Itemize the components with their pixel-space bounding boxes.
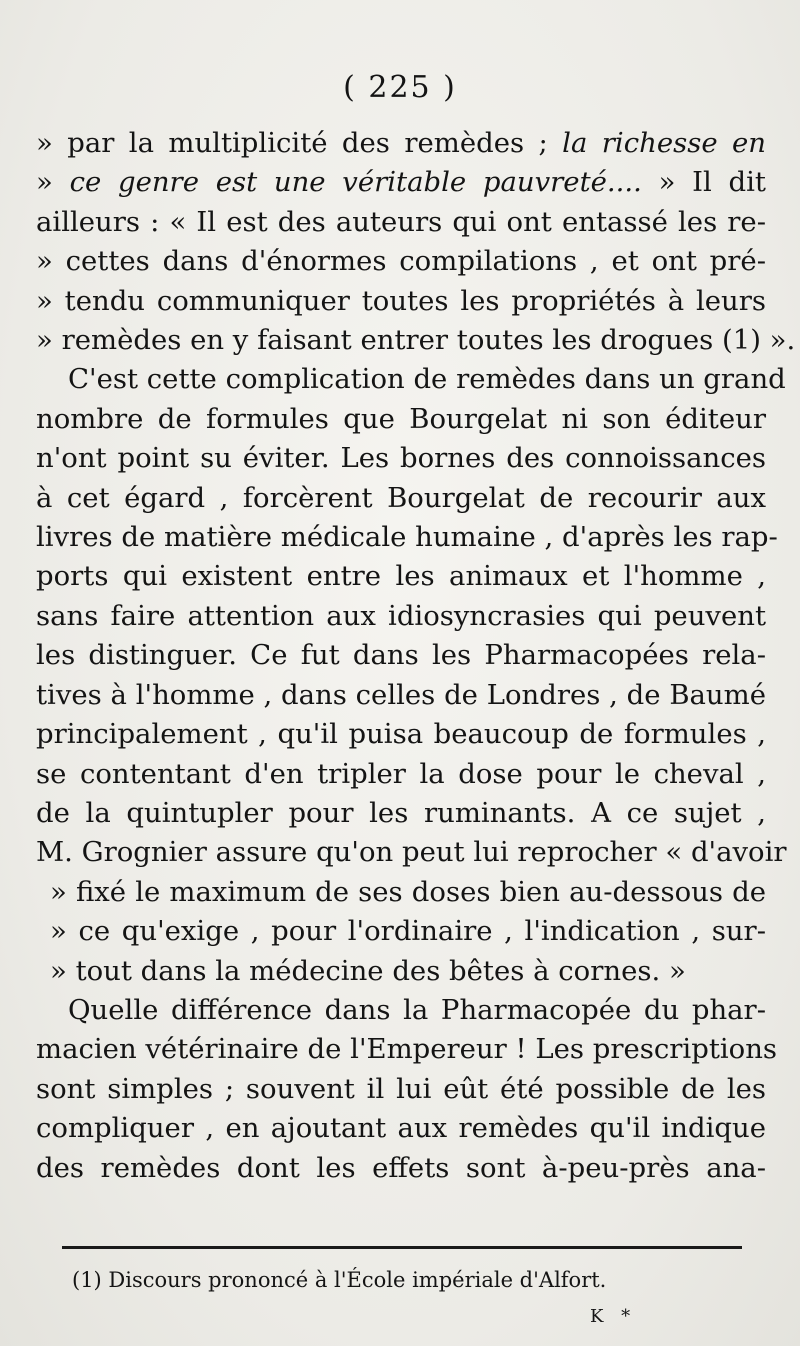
text-segment: » par la multiplicité des remèdes ; xyxy=(36,127,563,159)
text-line xyxy=(36,203,766,242)
text-line xyxy=(36,557,766,596)
page-number: ( 225 ) xyxy=(343,70,457,105)
text-line xyxy=(36,952,766,991)
text-line xyxy=(36,360,786,399)
text-segment: Quelle différence dans la Pharmacopée du phar- xyxy=(68,993,766,1026)
text-line xyxy=(36,794,766,833)
text-segment: tives à l'homme , dans celles de Londres , de Baumé xyxy=(36,678,766,711)
text-segment: les distinguer. Ce fut dans les Pharmacopées rela- xyxy=(36,639,766,672)
text-segment: n'ont point su éviter. Les bornes des connoissances xyxy=(36,442,766,475)
text-segment: » Il dit xyxy=(641,166,766,199)
text-segment: sans faire attention aux idiosyncrasies qui peuvent xyxy=(36,599,766,632)
text-line xyxy=(36,518,778,557)
text-segment: » cettes dans d'énormes compilations , et ont pré- xyxy=(36,245,766,278)
footnote-rule xyxy=(62,1246,742,1249)
text-line xyxy=(36,991,766,1030)
body-text xyxy=(36,124,796,1188)
text-line xyxy=(36,1070,766,1109)
text-segment: macien vétérinaire de l'Empereur ! Les prescriptions xyxy=(36,1033,778,1066)
text-line xyxy=(36,282,766,321)
text-segment: nombre de formules que Bourgelat ni son éditeur xyxy=(36,402,766,435)
text-line xyxy=(36,242,766,281)
italic-text: ce genre est une véritable pauvreté.... xyxy=(69,166,642,199)
text-line xyxy=(36,163,766,202)
text-segment: compliquer , en ajoutant aux remèdes qu'il indique xyxy=(36,1112,766,1145)
text-line xyxy=(36,479,766,518)
text-line xyxy=(36,833,787,872)
text-line xyxy=(36,873,766,912)
text-segment: » remèdes en y faisant entrer toutes les drogues (1) ». xyxy=(36,324,796,357)
italic-text: la richesse en xyxy=(562,127,766,159)
text-line xyxy=(36,124,766,163)
footnote: (1) Discours prononcé à l'École impériale d'Alfort. xyxy=(72,1268,607,1292)
text-line xyxy=(36,400,766,439)
text-line xyxy=(36,715,766,754)
text-segment: livres de matière médicale humaine , d'après les rap- xyxy=(36,521,778,554)
signature-mark: K * xyxy=(590,1306,637,1327)
text-segment: » tendu communiquer toutes les propriétés à leurs xyxy=(36,284,766,317)
text-segment: se contentant d'en tripler la dose pour le cheval , xyxy=(36,757,766,790)
text-segment: ports qui existent entre les animaux et l'homme , xyxy=(36,560,766,593)
text-segment: C'est cette complication de remèdes dans un grand xyxy=(68,363,786,396)
text-line xyxy=(36,321,796,360)
text-line xyxy=(36,1109,766,1148)
text-segment: à cet égard , forcèrent Bourgelat de recourir aux xyxy=(36,481,766,514)
text-segment: de la quintupler pour les ruminants. A ce sujet , xyxy=(36,796,766,829)
text-line xyxy=(36,755,766,794)
text-segment: » xyxy=(36,166,70,199)
text-segment: M. Grognier assure qu'on peut lui reprocher « d'avoir xyxy=(36,836,787,869)
text-segment: » ce qu'exige , pour l'ordinaire , l'indication , sur- xyxy=(50,915,766,948)
text-line xyxy=(36,1149,766,1188)
text-line xyxy=(36,439,766,478)
text-line xyxy=(36,676,766,715)
text-line xyxy=(36,597,766,636)
text-segment: sont simples ; souvent il lui eût été possible de les xyxy=(36,1072,766,1105)
text-segment: principalement , qu'il puisa beaucoup de formules , xyxy=(36,718,766,751)
text-segment: » tout dans la médecine des bêtes à cornes. » xyxy=(50,954,686,987)
text-segment: des remèdes dont les effets sont à-peu-près ana- xyxy=(36,1151,766,1184)
text-line xyxy=(36,636,766,675)
text-line xyxy=(36,912,766,951)
text-segment: ailleurs : « Il est des auteurs qui ont entassé les re- xyxy=(36,205,766,238)
text-segment: » fixé le maximum de ses doses bien au-dessous de xyxy=(50,875,766,908)
text-line xyxy=(36,1030,778,1069)
